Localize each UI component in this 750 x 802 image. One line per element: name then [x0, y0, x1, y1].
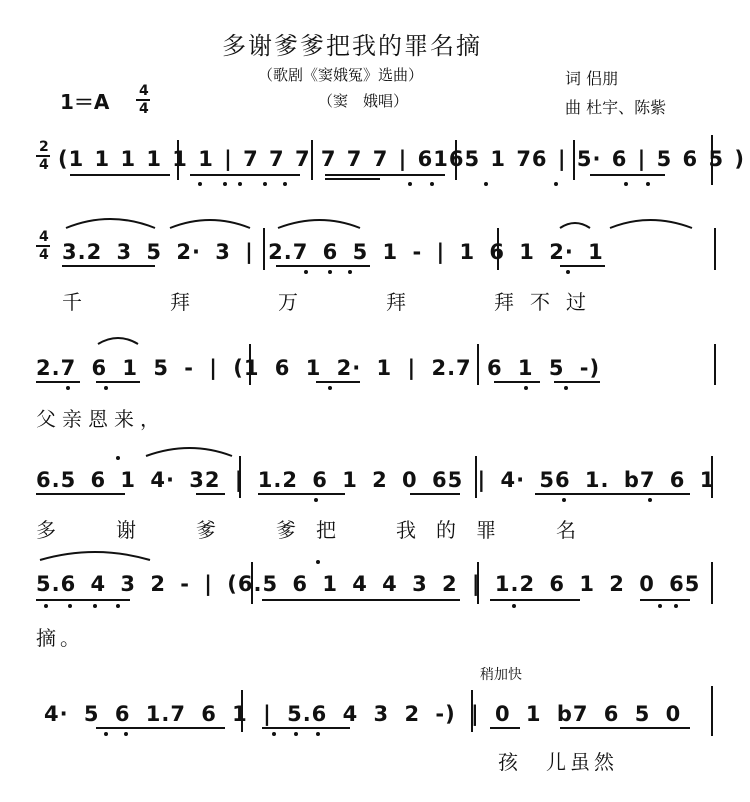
song-subtitle: （歌剧《窦娥冤》选曲）: [258, 66, 424, 84]
row5-lyrics: 摘。: [36, 626, 84, 650]
composer-credit: 曲 杜宇、陈紫: [565, 98, 667, 117]
time-denominator: 4: [39, 157, 49, 173]
row6-notes: 4· 5 6 1.7 6 1 | 5.6 4 3 2 -) | 0 1 b7 6 5 0: [44, 702, 682, 726]
key-signature: 1＝A: [60, 90, 110, 114]
row5-notes: 5.6 4 3 2 - | (6.5 6 1 4 4 3 2 | 1.2 6 1 2 0 65: [36, 572, 701, 596]
time-numerator: 4: [139, 83, 149, 99]
time-numerator: 4: [39, 229, 49, 245]
tempo-marking: 稍加快: [480, 667, 522, 683]
row3-notes: 2.7 6 1 5 - | (1 6 1 2· 1 | 2.7 6 1 5 -): [36, 356, 601, 380]
row4-lyrics: 多 谢 爹 爹把 我的罪 名: [36, 518, 596, 542]
time-denominator: 4: [139, 101, 149, 117]
time-numerator: 2: [39, 139, 49, 155]
row3-lyrics: 父亲恩来，: [36, 407, 166, 431]
song-title: 多谢爹爹把我的罪名摘: [222, 32, 482, 60]
row1-notes: (1 1 1 1 1 1 | 7 7 7 7 7 7 | 6165 1 76 | 5· 6 | 5 6 5 ): [58, 147, 746, 171]
time-denominator: 4: [39, 247, 49, 263]
row6-lyrics: 孩 儿虽然: [498, 750, 618, 774]
row2-lyrics: 千 拜 万 拜 拜不过: [62, 290, 602, 314]
row4-notes: 6.5 6 1 4· 32 | 1.2 6 1 2 0 65 | 4· 56 1. b7 6 1: [36, 468, 716, 492]
row2-notes: 3.2 3 5 2· 3 | 2.7 6 5 1 - | 1 6 1 2· 1: [62, 240, 604, 264]
singer-label: （窦 娥唱）: [318, 92, 409, 110]
lyricist-credit: 词 侣朋: [565, 69, 619, 88]
